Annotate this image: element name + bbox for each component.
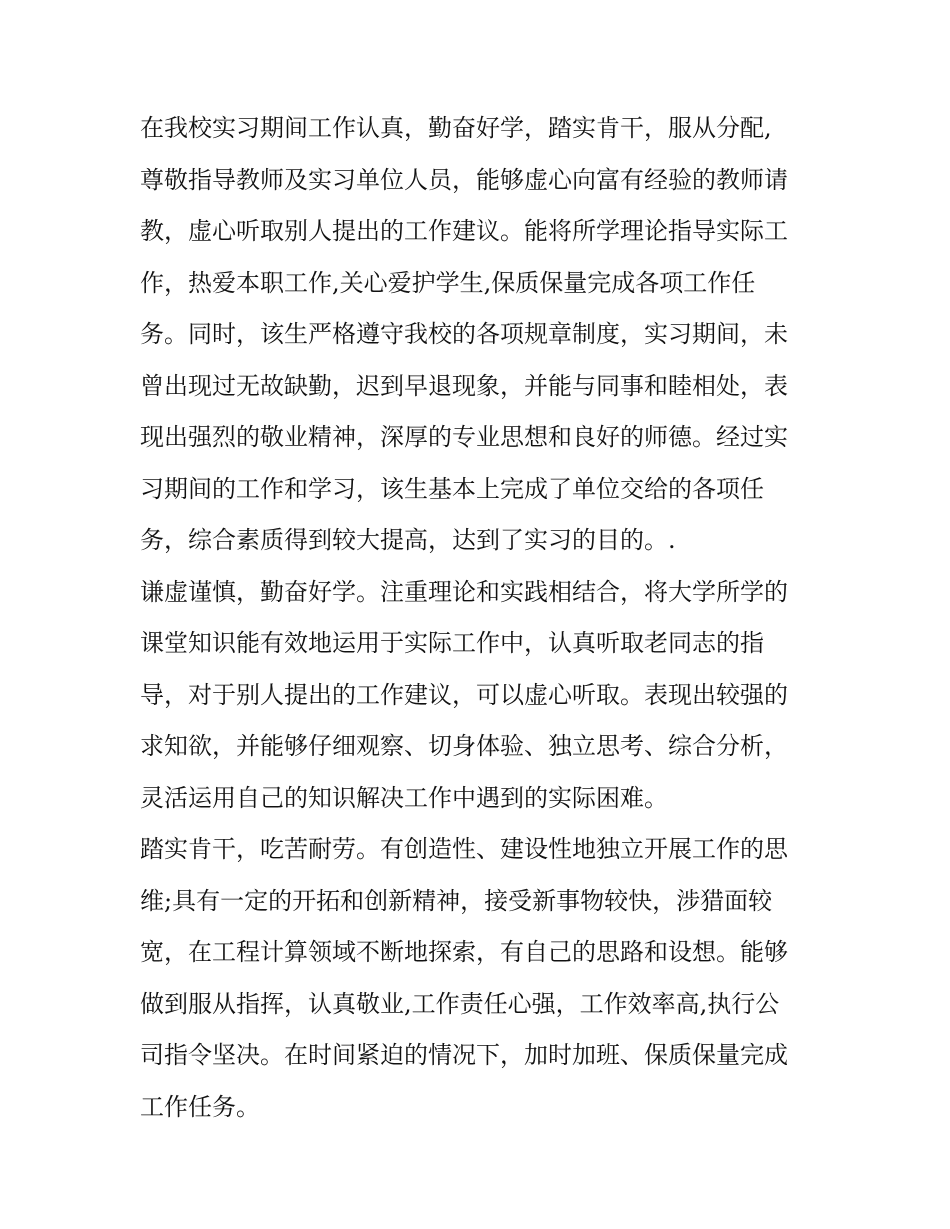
text-line-11: 课堂知识能有效地运用于实际工作中，认真听取老同志的指 [140, 629, 764, 657]
text-line-4: 作，热爱本职工作,关心爱护学生,保质保量完成各项工作任 [140, 268, 756, 297]
text-line-1: 在我校实习期间工作认真，勤奋好学，踏实肯干，服从分配, [140, 114, 772, 142]
text-line-17: 宽，在工程计算领域不断地探索，有自己的思路和设想。能够 [140, 938, 788, 966]
text-line-20: 工作任务。 [140, 1092, 260, 1121]
text-line-9: 务，综合素质得到较大提高，达到了实习的目的。. [140, 526, 676, 554]
text-line-13: 求知欲，并能够仔细观察、切身体验、独立思考、综合分析， [140, 732, 788, 760]
text-line-16: 维;具有一定的开拓和创新精神，接受新事物较快，涉猎面较 [140, 886, 773, 915]
text-line-5: 务。同时，该生严格遵守我校的各项规章制度，实习期间，未 [140, 320, 788, 348]
text-line-2: 尊敬指导教师及实习单位人员，能够虚心向富有经验的教师请 [140, 165, 788, 194]
text-line-19: 司指令坚决。在时间紧迫的情况下，加时加班、保质保量完成 [140, 1041, 788, 1069]
text-line-18: 做到服从指挥，认真敬业,工作责任心强，工作效率高,执行公 [140, 989, 780, 1018]
text-line-7: 现出强烈的敬业精神，深厚的专业思想和良好的师德。经过实 [140, 423, 788, 451]
text-line-12: 导，对于别人提出的工作建议，可以虚心听取。表现出较强的 [140, 680, 788, 709]
document-body [140, 103, 820, 1133]
text-line-3: 教，虚心听取别人提出的工作建议。能将所学理论指导实际工 [140, 217, 788, 245]
text-line-15: 踏实肯干，吃苦耐劳。有创造性、建设性地独立开展工作的思 [140, 835, 788, 863]
text-line-6: 曾出现过无故缺勤，迟到早退现象，并能与同事和睦相处，表 [140, 371, 788, 400]
text-line-8: 习期间的工作和学习，该生基本上完成了单位交给的各项任 [140, 474, 764, 503]
text-line-14: 灵活运用自己的知识解决工作中遇到的实际困难。 [140, 783, 668, 812]
text-line-10: 谦虚谨慎，勤奋好学。注重理论和实践相结合，将大学所学的 [140, 577, 788, 606]
